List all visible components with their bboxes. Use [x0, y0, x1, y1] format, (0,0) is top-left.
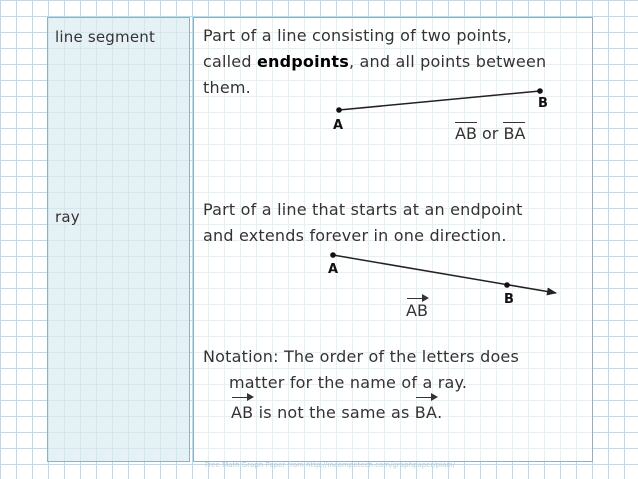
line-segment-figure — [336, 88, 543, 113]
ray-point-b — [504, 282, 510, 288]
notation-line-1: Notation: The order of the letters does — [203, 347, 520, 366]
segment-notation — [455, 124, 525, 143]
label-ray-point-b: B — [504, 292, 514, 307]
definition-line-2: and extends forever in one direction. — [203, 226, 507, 245]
ray-ab-notation: AB — [406, 301, 428, 320]
label-point-a: A — [333, 118, 344, 133]
notation-mid-text: is not the same as — [253, 403, 415, 422]
ray-ab-symbol: AB — [231, 400, 253, 426]
endpoint-a — [336, 107, 342, 113]
notation-line-2: matter for the name of a ray. — [229, 373, 468, 392]
segment-ab — [339, 91, 540, 110]
definition-text: called — [203, 52, 257, 71]
definition-text: , and all points between — [348, 52, 547, 71]
ray-ab — [333, 255, 556, 293]
notation-note — [203, 344, 519, 426]
endpoint-b — [537, 88, 543, 94]
endpoints-term: endpoints — [256, 52, 349, 71]
definition-line-1: Part of a line that starts at an endpoint — [203, 200, 523, 219]
segment-ab-notation: AB — [455, 124, 477, 143]
segment-ba-notation: BA — [503, 124, 526, 143]
ray-endpoint-a — [330, 252, 336, 258]
label-point-b: B — [538, 96, 548, 111]
definition-line-1: Part of a line consisting of two points, — [203, 26, 512, 45]
graph-paper-watermark: Free Math Graph Paper from http://incompetech.com/graphpaper/plain/ — [205, 461, 456, 469]
ray-figure — [330, 252, 556, 293]
notation-period: . — [437, 403, 443, 422]
label-ray-point-a: A — [328, 262, 339, 277]
ray-ba-symbol: BA — [415, 400, 437, 426]
ray-notation — [406, 301, 428, 320]
notation-or: or — [476, 124, 504, 143]
notation-line-3 — [203, 400, 519, 426]
definition-line-3: them. — [203, 78, 251, 97]
term-line-segment: line segment — [55, 28, 156, 46]
term-ray: ray — [55, 208, 80, 226]
